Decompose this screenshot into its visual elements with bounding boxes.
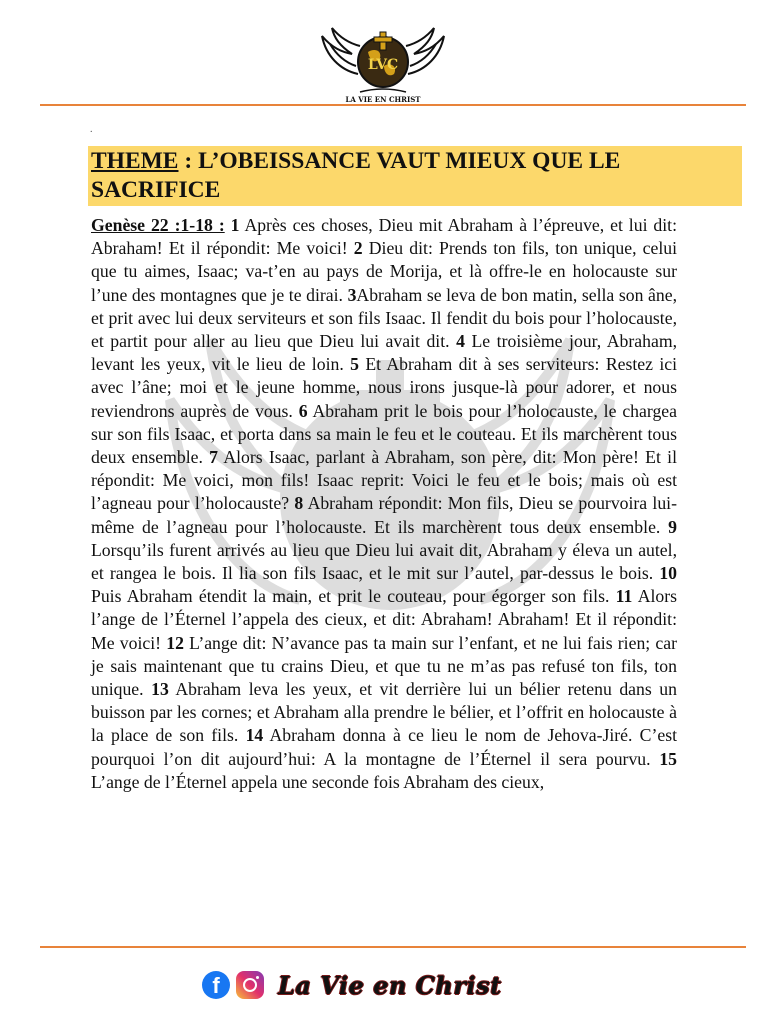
verse-text: Abraham répondit: Mon fils, Dieu se pourvoira lui-même de l’agneau pour l’holocauste. Et ils marchèrent tous deux ensemble. <box>91 493 677 537</box>
facebook-icon[interactable]: f <box>202 971 230 999</box>
verse-text: Le troisième jour, Abraham, levant les yeux, vit le lieu de loin. <box>91 331 678 375</box>
footer <box>202 970 502 1000</box>
verse-text: Abraham se leva de bon matin, sella son âne, et prit avec lui deux serviteurs et son fils Isaac. Il fendit du bois pour l’holocauste, et partit pour aller au lieu que Dieu lui avait dit. <box>91 284 677 352</box>
scripture-passage <box>91 214 677 794</box>
verse-text: Alors Isaac, parlant à Abraham, son père, dit: Mon père! Et il répondit: Me voici, mon fils! Isaac reprit: Voici le feu et le bois; mais où est l’agneau pour l’holocauste? <box>91 447 677 514</box>
verse-number: 15 <box>659 748 678 769</box>
passage-reference: Genèse 22 :1-18 : <box>91 215 225 235</box>
verse-number: 8 <box>294 493 304 514</box>
theme-separator: : <box>178 148 199 174</box>
verse-number: 11 <box>615 586 633 607</box>
la-vie-en-christ-logo <box>318 22 448 106</box>
brand-name: La Vie en Christ <box>278 970 502 1000</box>
verse-number: 14 <box>245 725 264 746</box>
verse-number: 12 <box>166 632 184 653</box>
verse-number: 3 <box>347 284 357 305</box>
verse-number: 13 <box>151 679 169 700</box>
verse-number: 6 <box>298 400 308 421</box>
verse-text: Puis Abraham étendit la main, et prit le couteau, pour égorger son fils. <box>91 586 610 607</box>
verse-text: Abraham donna à ce lieu le nom de Jehova-Jiré. C’est pourquoi l’on dit aujourd’hui: A la montagne de l’Éternel il sera pourvu. <box>91 725 677 769</box>
theme-label: THEME <box>91 148 179 174</box>
verse-text: Et Abraham dit à ses serviteurs: Restez ici avec l’âne; moi et le jeune homme, nous irons jusque-là pour adorer, et nous reviendrons auprès de vous. <box>91 354 677 421</box>
verse-number: 7 <box>209 447 219 468</box>
theme-heading <box>91 147 731 205</box>
verse-text: Abraham prit le bois pour l’holocauste, le chargea sur son fils Isaac, et porta dans sa main le feu et le couteau. Et ils marchèrent tous deux ensemble. <box>91 400 677 468</box>
verse-number: 10 <box>659 563 678 584</box>
theme-title: L’OBEISSANCE VAUT MIEUX QUE LE SACRIFICE <box>91 148 621 203</box>
verse-number: 5 <box>350 354 359 375</box>
verse-text: L’ange de l’Éternel appela une seconde fois Abraham des cieux, <box>91 771 545 792</box>
verse-number: 1 <box>230 215 240 235</box>
verse-text: Après ces choses, Dieu mit Abraham à l’épreuve, et lui dit: Abraham! Et il répondit: Me voici! <box>91 215 677 259</box>
verse-number: 9 <box>668 516 678 537</box>
verse-text: Abraham leva les yeux, et vit derrière lui un bélier retenu dans un buisson par les cornes; et Abraham alla prendre le bélier, et l’offrit en holocauste à la place de son fils. <box>91 679 677 746</box>
verse-text: Lorsqu’ils furent arrivés au lieu que Dieu lui avait dit, Abraham y éleva un autel, et rangea le bois. Il lia son fils Isaac, et le mit sur l’autel, par-dessus le bois. <box>91 539 677 584</box>
verse-text: Dieu dit: Prends ton fils, ton unique, celui que tu aimes, Isaac; va-t’en au pays de Morija, et là offre-le en holocauste sur l’une des montagnes que je te dirai. <box>91 238 678 305</box>
logo-initials: LVC <box>367 57 399 73</box>
verse-text: L’ange dit: N’avance pas ta main sur l’enfant, et ne lui fais rien; car je sais maintenant que tu crains Dieu, et que tu ne m’as pas refusé ton fils, ton unique. <box>91 632 677 700</box>
verse-text: Alors l’ange de l’Éternel l’appela des cieux, et dit: Abraham! Abraham! Et il répondit: Me voici! <box>91 586 677 653</box>
header-divider <box>40 104 746 106</box>
footer-divider <box>40 946 746 948</box>
stray-marker: . <box>90 124 93 135</box>
verse-number: 4 <box>456 331 465 352</box>
logo-caption: LA VIE EN CHRIST <box>345 95 421 104</box>
instagram-icon[interactable] <box>236 971 264 999</box>
verse-number: 2 <box>353 238 363 259</box>
